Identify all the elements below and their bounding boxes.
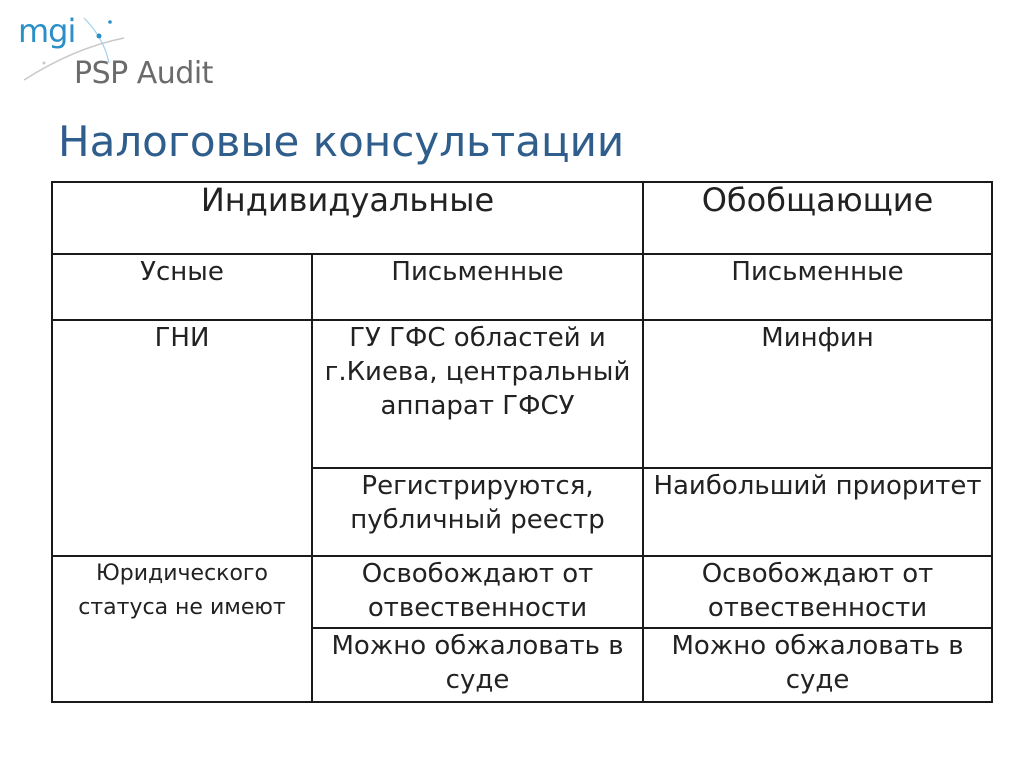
logo-brand-bottom: PSP Audit <box>74 56 213 91</box>
subheader-written-general: Письменные <box>643 254 992 320</box>
consultations-table <box>51 181 993 703</box>
company-logo <box>14 8 234 98</box>
cell-appeal-general: Можно обжаловать в суде <box>643 628 992 702</box>
subheader-oral: Усные <box>52 254 312 320</box>
header-general: Обобщающие <box>643 182 992 254</box>
cell-appeal-individual: Можно обжаловать в суде <box>312 628 643 702</box>
logo-brand-top: mgi <box>18 12 76 50</box>
cell-legal-status: Юридического статуса не имеют <box>52 556 312 702</box>
subheader-written-individual: Письменные <box>312 254 643 320</box>
cell-priority: Наибольший приоритет <box>643 468 992 556</box>
cell-registered: Регистрируются, публичный реестр <box>312 468 643 556</box>
table-header-row <box>52 182 992 254</box>
cell-gni: ГНИ <box>52 320 312 556</box>
cell-minfin: Минфин <box>643 320 992 468</box>
cell-gu-gfs: ГУ ГФС областей и г.Киева, центральный аппарат ГФСУ <box>312 320 643 468</box>
slide-title: Налоговые консультации <box>58 117 625 166</box>
table-subheader-row <box>52 254 992 320</box>
table-row <box>52 320 992 468</box>
header-individual: Индивидуальные <box>52 182 643 254</box>
cell-release-individual: Освобождают от отвественности <box>312 556 643 628</box>
table-row <box>52 556 992 628</box>
cell-release-general: Освобождают от отвественности <box>643 556 992 628</box>
